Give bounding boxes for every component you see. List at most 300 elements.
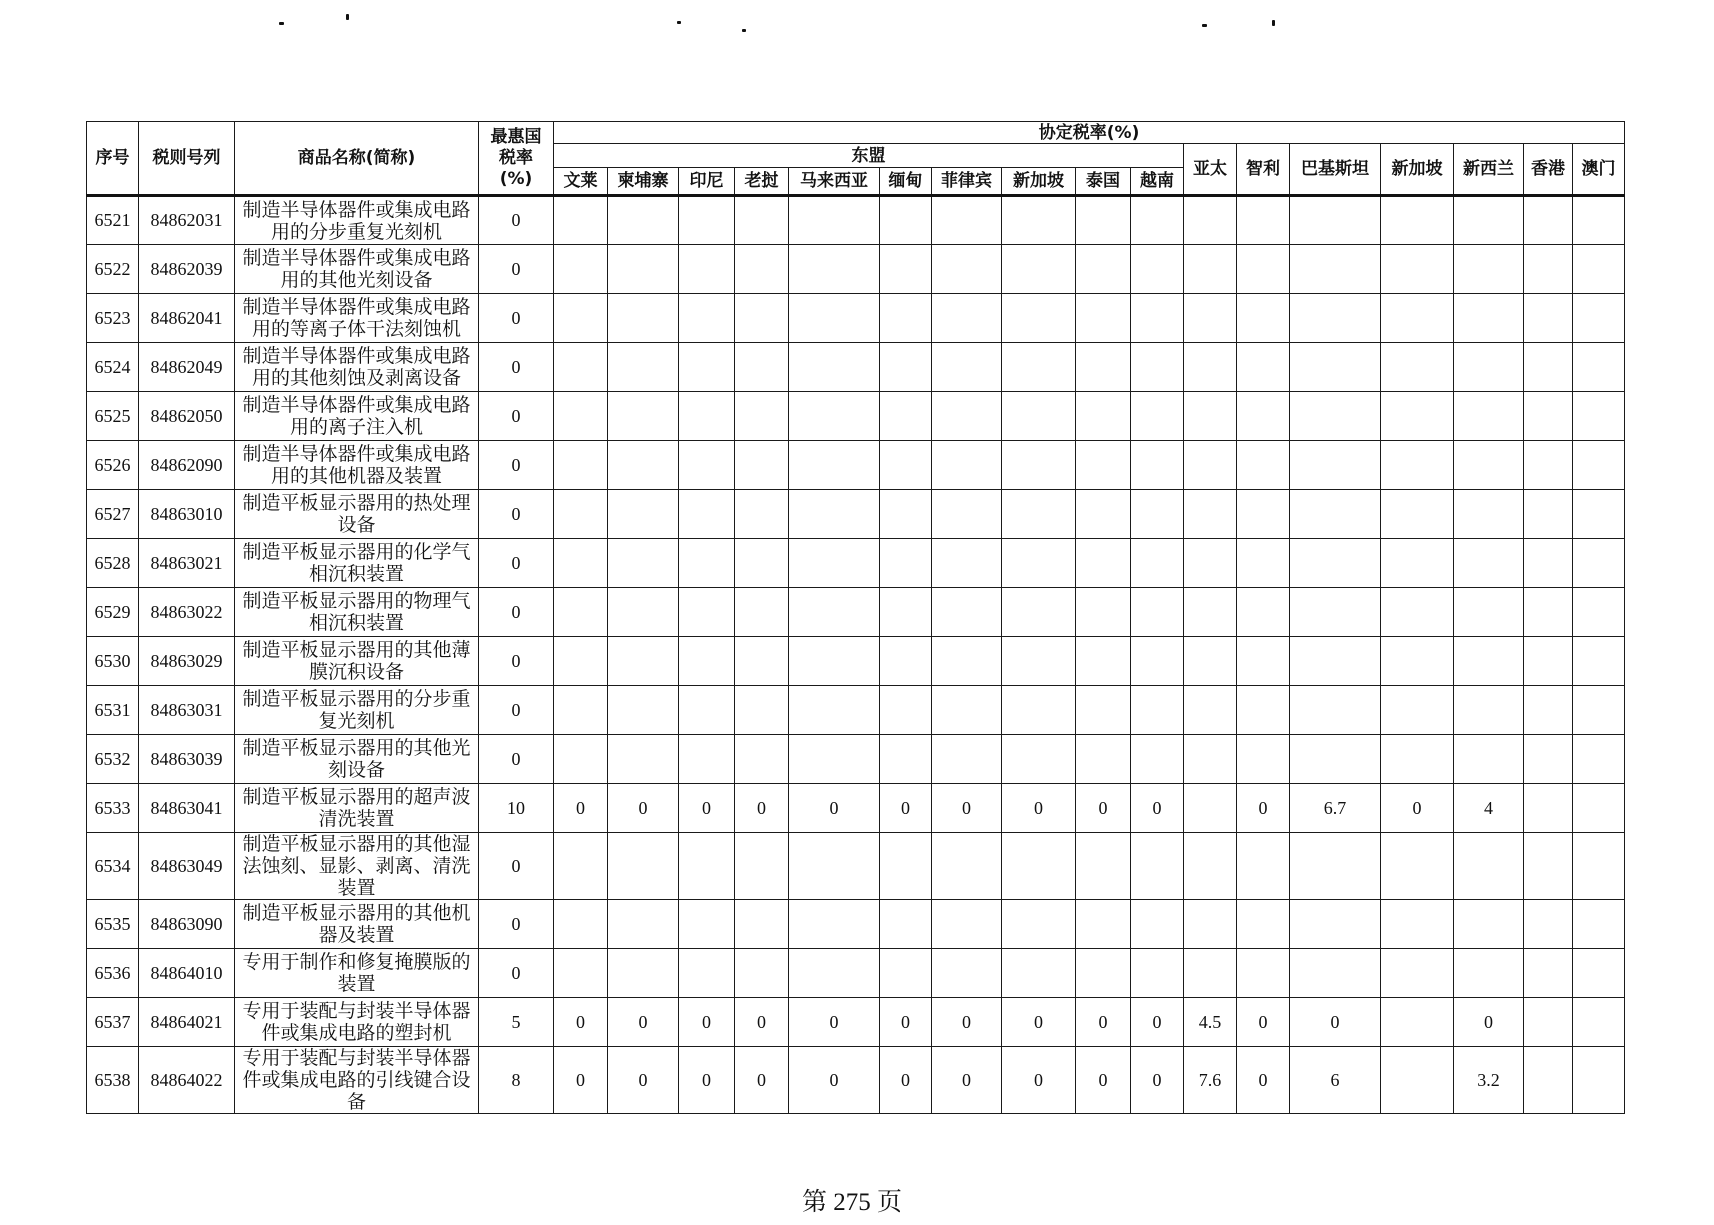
- header-cambodia: 柬埔寨: [608, 168, 679, 196]
- rate-cell-singapore-asean: [1002, 588, 1076, 637]
- rate-cell-brunei: [554, 441, 608, 490]
- rate-cell-vietnam: [1131, 490, 1184, 539]
- rate-cell-myanmar: [880, 490, 932, 539]
- rate-cell-singapore: [1381, 539, 1454, 588]
- rate-cell-malaysia: [789, 900, 880, 949]
- product-name-cell: 制造半导体器件或集成电路用的分步重复光刻机: [235, 196, 479, 245]
- rate-cell-brunei: [554, 490, 608, 539]
- mfn-rate-cell: 0: [479, 588, 554, 637]
- rate-cell-laos: [735, 900, 789, 949]
- rate-cell-thailand: [1076, 441, 1131, 490]
- rate-cell-pakistan: [1290, 343, 1381, 392]
- product-name-cell: 制造平板显示器用的其他薄膜沉积设备: [235, 637, 479, 686]
- rate-cell-singapore: [1381, 245, 1454, 294]
- rate-cell-hong-kong: [1524, 490, 1573, 539]
- seq-cell: 6523: [87, 294, 139, 343]
- rate-cell-cambodia: [608, 900, 679, 949]
- seq-cell: 6530: [87, 637, 139, 686]
- rate-cell-brunei: [554, 686, 608, 735]
- rate-cell-macau: [1573, 343, 1625, 392]
- rate-cell-singapore: [1381, 294, 1454, 343]
- rate-cell-philippines: 0: [932, 1047, 1002, 1114]
- product-name-cell: 专用于制作和修复掩膜版的装置: [235, 949, 479, 998]
- table-header: [87, 122, 1625, 196]
- tariff-code-cell: 84862039: [139, 245, 235, 294]
- rate-cell-brunei: [554, 900, 608, 949]
- table-row: [87, 735, 1625, 784]
- header-apta: 亚太: [1184, 144, 1237, 196]
- product-name-cell: 制造半导体器件或集成电路用的离子注入机: [235, 392, 479, 441]
- rate-cell-apta: [1184, 441, 1237, 490]
- product-name-cell: 制造平板显示器用的化学气相沉积装置: [235, 539, 479, 588]
- rate-cell-new-zealand: [1454, 343, 1524, 392]
- rate-cell-apta: [1184, 539, 1237, 588]
- rate-cell-singapore-asean: [1002, 294, 1076, 343]
- rate-cell-indonesia: 0: [679, 998, 735, 1047]
- rate-cell-pakistan: [1290, 245, 1381, 294]
- mfn-rate-cell: 0: [479, 343, 554, 392]
- rate-cell-macau: [1573, 539, 1625, 588]
- rate-cell-myanmar: 0: [880, 784, 932, 833]
- seq-cell: 6522: [87, 245, 139, 294]
- product-name-cell: 制造平板显示器用的超声波清洗装置: [235, 784, 479, 833]
- rate-cell-vietnam: [1131, 833, 1184, 900]
- rate-cell-cambodia: [608, 686, 679, 735]
- rate-cell-indonesia: [679, 833, 735, 900]
- rate-cell-laos: [735, 196, 789, 245]
- rate-cell-vietnam: [1131, 343, 1184, 392]
- rate-cell-myanmar: [880, 686, 932, 735]
- rate-cell-myanmar: [880, 343, 932, 392]
- header-laos: 老挝: [735, 168, 789, 196]
- rate-cell-myanmar: [880, 539, 932, 588]
- header-malaysia: 马来西亚: [789, 168, 880, 196]
- rate-cell-pakistan: [1290, 588, 1381, 637]
- seq-cell: 6521: [87, 196, 139, 245]
- rate-cell-pakistan: [1290, 686, 1381, 735]
- rate-cell-new-zealand: [1454, 637, 1524, 686]
- seq-cell: 6534: [87, 833, 139, 900]
- rate-cell-philippines: [932, 294, 1002, 343]
- rate-cell-chile: [1237, 441, 1290, 490]
- rate-cell-philippines: [932, 900, 1002, 949]
- rate-cell-macau: [1573, 1047, 1625, 1114]
- rate-cell-indonesia: [679, 949, 735, 998]
- mfn-rate-cell: 0: [479, 441, 554, 490]
- tariff-code-cell: 84862031: [139, 196, 235, 245]
- mfn-rate-cell: 0: [479, 686, 554, 735]
- rate-cell-thailand: [1076, 949, 1131, 998]
- rate-cell-singapore-asean: [1002, 196, 1076, 245]
- rate-cell-apta: [1184, 735, 1237, 784]
- rate-cell-malaysia: [789, 294, 880, 343]
- tariff-code-cell: 84863022: [139, 588, 235, 637]
- product-name-cell: 专用于装配与封装半导体器件或集成电路的引线键合设备: [235, 1047, 479, 1114]
- rate-cell-thailand: 0: [1076, 998, 1131, 1047]
- mfn-rate-cell: 0: [479, 949, 554, 998]
- product-name-cell: 制造平板显示器用的其他湿法蚀刻、显影、剥离、清洗装置: [235, 833, 479, 900]
- rate-cell-new-zealand: [1454, 735, 1524, 784]
- rate-cell-macau: [1573, 588, 1625, 637]
- rate-cell-philippines: [932, 588, 1002, 637]
- rate-cell-singapore: [1381, 196, 1454, 245]
- rate-cell-vietnam: [1131, 245, 1184, 294]
- rate-cell-pakistan: [1290, 441, 1381, 490]
- mfn-rate-cell: 0: [479, 490, 554, 539]
- table-row: [87, 637, 1625, 686]
- rate-cell-new-zealand: 4: [1454, 784, 1524, 833]
- mfn-rate-cell: 0: [479, 392, 554, 441]
- header-mfn-rate: [479, 122, 554, 196]
- rate-cell-philippines: [932, 196, 1002, 245]
- rate-cell-singapore: [1381, 686, 1454, 735]
- seq-cell: 6536: [87, 949, 139, 998]
- rate-cell-myanmar: [880, 637, 932, 686]
- rate-cell-apta: [1184, 343, 1237, 392]
- rate-cell-myanmar: [880, 294, 932, 343]
- rate-cell-laos: [735, 833, 789, 900]
- rate-cell-hong-kong: [1524, 539, 1573, 588]
- rate-cell-philippines: 0: [932, 998, 1002, 1047]
- tariff-code-cell: 84864021: [139, 998, 235, 1047]
- tariff-table: [86, 121, 1625, 1114]
- rate-cell-malaysia: 0: [789, 1047, 880, 1114]
- rate-cell-singapore: [1381, 1047, 1454, 1114]
- rate-cell-malaysia: [789, 490, 880, 539]
- rate-cell-cambodia: [608, 490, 679, 539]
- rate-cell-brunei: [554, 539, 608, 588]
- rate-cell-philippines: [932, 735, 1002, 784]
- rate-cell-apta: [1184, 784, 1237, 833]
- tariff-code-cell: 84862049: [139, 343, 235, 392]
- rate-cell-vietnam: [1131, 196, 1184, 245]
- rate-cell-brunei: 0: [554, 998, 608, 1047]
- rate-cell-apta: [1184, 196, 1237, 245]
- rate-cell-cambodia: [608, 343, 679, 392]
- rate-cell-cambodia: [608, 949, 679, 998]
- table-row: [87, 392, 1625, 441]
- rate-cell-singapore: [1381, 490, 1454, 539]
- table-row: [87, 833, 1625, 900]
- rate-cell-macau: [1573, 735, 1625, 784]
- rate-cell-malaysia: [789, 539, 880, 588]
- product-name-cell: 专用于装配与封装半导体器件或集成电路的塑封机: [235, 998, 479, 1047]
- rate-cell-laos: [735, 735, 789, 784]
- rate-cell-brunei: [554, 294, 608, 343]
- rate-cell-macau: [1573, 392, 1625, 441]
- rate-cell-philippines: [932, 343, 1002, 392]
- rate-cell-philippines: [932, 441, 1002, 490]
- rate-cell-malaysia: [789, 441, 880, 490]
- rate-cell-laos: 0: [735, 784, 789, 833]
- scan-mark: [1202, 24, 1207, 27]
- rate-cell-laos: [735, 686, 789, 735]
- rate-cell-indonesia: 0: [679, 1047, 735, 1114]
- rate-cell-apta: [1184, 490, 1237, 539]
- rate-cell-myanmar: [880, 900, 932, 949]
- rate-cell-hong-kong: [1524, 1047, 1573, 1114]
- rate-cell-philippines: [932, 245, 1002, 294]
- rate-cell-pakistan: 0: [1290, 998, 1381, 1047]
- rate-cell-vietnam: 0: [1131, 784, 1184, 833]
- rate-cell-thailand: [1076, 833, 1131, 900]
- rate-cell-new-zealand: [1454, 539, 1524, 588]
- rate-cell-thailand: [1076, 245, 1131, 294]
- rate-cell-indonesia: [679, 686, 735, 735]
- rate-cell-macau: [1573, 833, 1625, 900]
- header-thailand: 泰国: [1076, 168, 1131, 196]
- seq-cell: 6532: [87, 735, 139, 784]
- tariff-code-cell: 84863021: [139, 539, 235, 588]
- mfn-rate-cell: 0: [479, 294, 554, 343]
- table-row: [87, 294, 1625, 343]
- table-row: [87, 686, 1625, 735]
- rate-cell-macau: [1573, 490, 1625, 539]
- rate-cell-hong-kong: [1524, 196, 1573, 245]
- rate-cell-malaysia: [789, 245, 880, 294]
- rate-cell-hong-kong: [1524, 588, 1573, 637]
- rate-cell-malaysia: [789, 392, 880, 441]
- rate-cell-philippines: 0: [932, 784, 1002, 833]
- rate-cell-vietnam: [1131, 588, 1184, 637]
- rate-cell-laos: [735, 294, 789, 343]
- rate-cell-philippines: [932, 392, 1002, 441]
- rate-cell-chile: [1237, 735, 1290, 784]
- rate-cell-chile: 0: [1237, 1047, 1290, 1114]
- rate-cell-thailand: [1076, 900, 1131, 949]
- rate-cell-brunei: [554, 196, 608, 245]
- scan-mark: [346, 14, 349, 20]
- rate-cell-singapore: [1381, 392, 1454, 441]
- rate-cell-indonesia: [679, 637, 735, 686]
- header-myanmar: 缅甸: [880, 168, 932, 196]
- header-hong-kong: 香港: [1524, 144, 1573, 196]
- rate-cell-chile: [1237, 949, 1290, 998]
- rate-cell-malaysia: [789, 833, 880, 900]
- rate-cell-chile: [1237, 196, 1290, 245]
- seq-cell: 6529: [87, 588, 139, 637]
- table-row: [87, 196, 1625, 245]
- rate-cell-brunei: [554, 833, 608, 900]
- rate-cell-indonesia: [679, 343, 735, 392]
- rate-cell-singapore-asean: [1002, 686, 1076, 735]
- rate-cell-chile: [1237, 245, 1290, 294]
- rate-cell-new-zealand: [1454, 392, 1524, 441]
- rate-cell-hong-kong: [1524, 245, 1573, 294]
- rate-cell-new-zealand: [1454, 196, 1524, 245]
- page-number: 第 275 页: [801, 1189, 902, 1216]
- rate-cell-cambodia: [608, 735, 679, 784]
- rate-cell-chile: [1237, 294, 1290, 343]
- rate-cell-apta: [1184, 637, 1237, 686]
- rate-cell-new-zealand: [1454, 441, 1524, 490]
- rate-cell-pakistan: [1290, 637, 1381, 686]
- rate-cell-brunei: [554, 245, 608, 294]
- rate-cell-indonesia: [679, 441, 735, 490]
- rate-cell-malaysia: [789, 588, 880, 637]
- rate-cell-vietnam: [1131, 900, 1184, 949]
- rate-cell-malaysia: 0: [789, 998, 880, 1047]
- table-row: [87, 949, 1625, 998]
- rate-cell-cambodia: [608, 637, 679, 686]
- rate-cell-laos: 0: [735, 1047, 789, 1114]
- scan-mark: [279, 22, 284, 25]
- rate-cell-laos: [735, 441, 789, 490]
- rate-cell-chile: 0: [1237, 784, 1290, 833]
- rate-cell-philippines: [932, 686, 1002, 735]
- header-asean: 东盟: [554, 144, 1184, 168]
- rate-cell-new-zealand: [1454, 686, 1524, 735]
- rate-cell-new-zealand: [1454, 949, 1524, 998]
- header-seq: 序号: [87, 122, 139, 196]
- rate-cell-myanmar: [880, 588, 932, 637]
- rate-cell-laos: [735, 490, 789, 539]
- rate-cell-malaysia: [789, 343, 880, 392]
- rate-cell-brunei: [554, 343, 608, 392]
- rate-cell-macau: [1573, 637, 1625, 686]
- rate-cell-hong-kong: [1524, 343, 1573, 392]
- rate-cell-singapore-asean: [1002, 949, 1076, 998]
- rate-cell-vietnam: [1131, 637, 1184, 686]
- rate-cell-macau: [1573, 441, 1625, 490]
- rate-cell-singapore-asean: [1002, 900, 1076, 949]
- rate-cell-vietnam: [1131, 686, 1184, 735]
- product-name-cell: 制造平板显示器用的物理气相沉积装置: [235, 588, 479, 637]
- rate-cell-singapore-asean: [1002, 735, 1076, 784]
- rate-cell-apta: [1184, 392, 1237, 441]
- seq-cell: 6535: [87, 900, 139, 949]
- rate-cell-thailand: [1076, 686, 1131, 735]
- rate-cell-chile: [1237, 343, 1290, 392]
- rate-cell-singapore-asean: [1002, 539, 1076, 588]
- rate-cell-brunei: [554, 637, 608, 686]
- tariff-code-cell: 84863031: [139, 686, 235, 735]
- rate-cell-myanmar: [880, 196, 932, 245]
- rate-cell-cambodia: [608, 245, 679, 294]
- rate-cell-laos: 0: [735, 998, 789, 1047]
- tariff-code-cell: 84864022: [139, 1047, 235, 1114]
- rate-cell-cambodia: [608, 441, 679, 490]
- scan-mark: [742, 29, 746, 32]
- scan-mark: [677, 21, 681, 24]
- rate-cell-singapore: [1381, 833, 1454, 900]
- rate-cell-pakistan: [1290, 392, 1381, 441]
- rate-cell-hong-kong: [1524, 686, 1573, 735]
- rate-cell-philippines: [932, 637, 1002, 686]
- rate-cell-thailand: 0: [1076, 784, 1131, 833]
- product-name-cell: 制造半导体器件或集成电路用的其他刻蚀及剥离设备: [235, 343, 479, 392]
- rate-cell-malaysia: 0: [789, 784, 880, 833]
- rate-cell-indonesia: [679, 900, 735, 949]
- rate-cell-cambodia: 0: [608, 784, 679, 833]
- rate-cell-singapore-asean: [1002, 637, 1076, 686]
- rate-cell-apta: [1184, 900, 1237, 949]
- table-row: [87, 588, 1625, 637]
- rate-cell-pakistan: 6.7: [1290, 784, 1381, 833]
- tariff-code-cell: 84863041: [139, 784, 235, 833]
- rate-cell-malaysia: [789, 735, 880, 784]
- header-mfn-line: (%): [499, 168, 533, 189]
- rate-cell-philippines: [932, 490, 1002, 539]
- tariff-code-cell: 84863010: [139, 490, 235, 539]
- rate-cell-brunei: 0: [554, 1047, 608, 1114]
- rate-cell-singapore-asean: [1002, 833, 1076, 900]
- rate-cell-vietnam: [1131, 441, 1184, 490]
- rate-cell-apta: [1184, 294, 1237, 343]
- rate-cell-apta: [1184, 245, 1237, 294]
- product-name-cell: 制造平板显示器用的分步重复光刻机: [235, 686, 479, 735]
- table-row: [87, 900, 1625, 949]
- seq-cell: 6527: [87, 490, 139, 539]
- rate-cell-brunei: 0: [554, 784, 608, 833]
- seq-cell: 6524: [87, 343, 139, 392]
- product-name-cell: 制造半导体器件或集成电路用的等离子体干法刻蚀机: [235, 294, 479, 343]
- rate-cell-new-zealand: [1454, 294, 1524, 343]
- rate-cell-thailand: [1076, 294, 1131, 343]
- product-name-cell: 制造半导体器件或集成电路用的其他机器及装置: [235, 441, 479, 490]
- table-row: [87, 343, 1625, 392]
- rate-cell-vietnam: 0: [1131, 998, 1184, 1047]
- rate-cell-chile: [1237, 637, 1290, 686]
- rate-cell-thailand: [1076, 392, 1131, 441]
- rate-cell-macau: [1573, 294, 1625, 343]
- rate-cell-thailand: [1076, 539, 1131, 588]
- rate-cell-myanmar: [880, 833, 932, 900]
- rate-cell-thailand: [1076, 196, 1131, 245]
- header-new-zealand: 新西兰: [1454, 144, 1524, 196]
- rate-cell-indonesia: [679, 196, 735, 245]
- rate-cell-apta: [1184, 833, 1237, 900]
- rate-cell-laos: [735, 539, 789, 588]
- header-agreement-rate: 协定税率(%): [554, 122, 1625, 144]
- rate-cell-singapore: [1381, 588, 1454, 637]
- seq-cell: 6528: [87, 539, 139, 588]
- rate-cell-malaysia: [789, 949, 880, 998]
- rate-cell-philippines: [932, 833, 1002, 900]
- rate-cell-hong-kong: [1524, 441, 1573, 490]
- rate-cell-singapore: [1381, 900, 1454, 949]
- rate-cell-brunei: [554, 949, 608, 998]
- rate-cell-singapore-asean: [1002, 343, 1076, 392]
- rate-cell-brunei: [554, 735, 608, 784]
- rate-cell-hong-kong: [1524, 784, 1573, 833]
- rate-cell-hong-kong: [1524, 998, 1573, 1047]
- rate-cell-new-zealand: 0: [1454, 998, 1524, 1047]
- rate-cell-singapore: 0: [1381, 784, 1454, 833]
- rate-cell-malaysia: [789, 196, 880, 245]
- rate-cell-macau: [1573, 784, 1625, 833]
- rate-cell-thailand: [1076, 735, 1131, 784]
- rate-cell-chile: [1237, 392, 1290, 441]
- table-row: [87, 1047, 1625, 1114]
- rate-cell-indonesia: [679, 392, 735, 441]
- rate-cell-new-zealand: [1454, 245, 1524, 294]
- rate-cell-vietnam: [1131, 539, 1184, 588]
- rate-cell-thailand: 0: [1076, 1047, 1131, 1114]
- rate-cell-macau: [1573, 245, 1625, 294]
- rate-cell-new-zealand: [1454, 833, 1524, 900]
- rate-cell-apta: [1184, 588, 1237, 637]
- mfn-rate-cell: 10: [479, 784, 554, 833]
- tariff-code-cell: 84863039: [139, 735, 235, 784]
- rate-cell-chile: [1237, 900, 1290, 949]
- rate-cell-pakistan: [1290, 196, 1381, 245]
- rate-cell-singapore-asean: 0: [1002, 784, 1076, 833]
- rate-cell-thailand: [1076, 637, 1131, 686]
- rate-cell-vietnam: [1131, 294, 1184, 343]
- rate-cell-myanmar: [880, 392, 932, 441]
- rate-cell-malaysia: [789, 637, 880, 686]
